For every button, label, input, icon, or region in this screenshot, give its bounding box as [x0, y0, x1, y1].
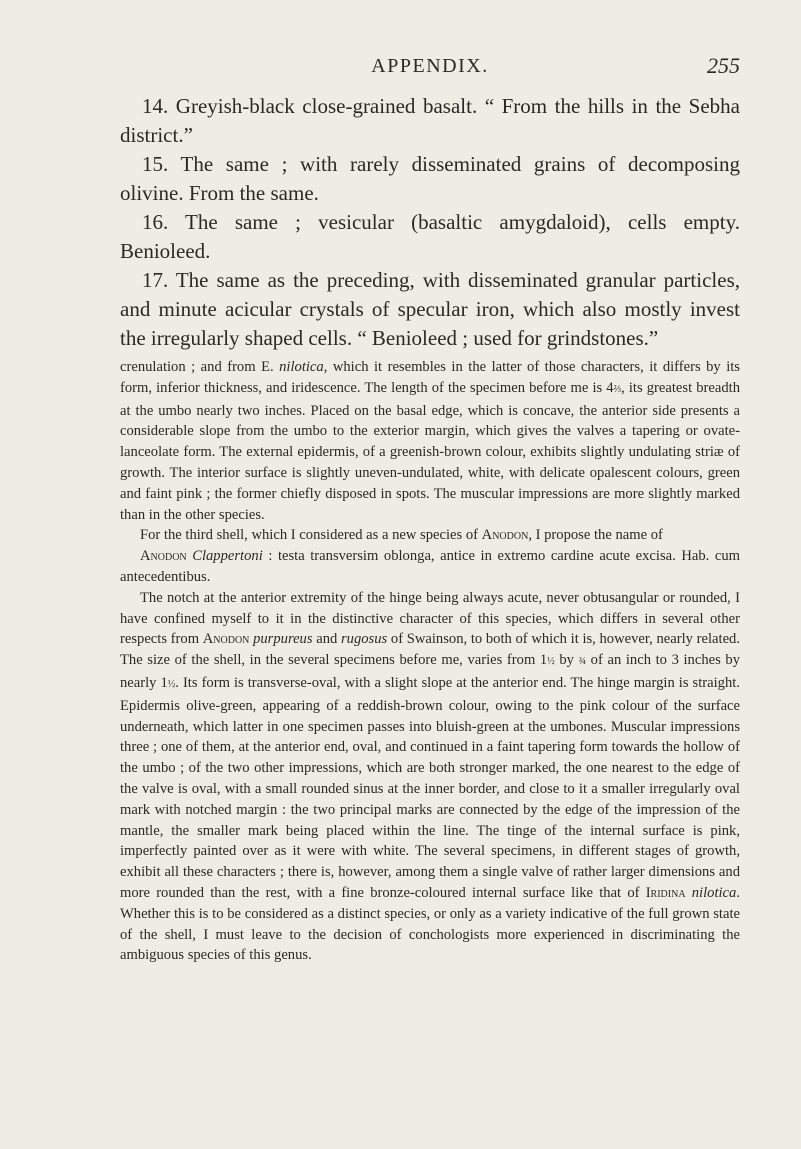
- paragraph-third-shell: For the third shell, which I considered as a new species of Anodon, I propose the name of: [140, 527, 663, 544]
- running-header: [120, 53, 740, 81]
- shell-description: [120, 357, 740, 966]
- specimen-entry-17: 17. The same as the preceding, with disseminated granular particles, and minute acicular crystals of specular iron, which also mostly invest the irregularly shaped cells. “ Benioleed ; used for grindstones.”: [120, 268, 740, 350]
- specimen-entry-15: 15. The same ; with rarely disseminated grains of decomposing olivine. From the same.: [120, 152, 740, 205]
- page-number: 255: [707, 53, 740, 78]
- specimen-list: [120, 92, 740, 353]
- paragraph-crenulation: crenulation ; and from E. nilotica, which it resembles in the latter of those characters, it differs by its form, inferior thickness, and iridescence. The length of the specimen before me is 4⅔, its greatest breadth at the umbo nearly two inches. Placed on the basal edge, which is concave, the anterior side presents a considerable slope from the umbo to the exterior margin, which gives the valves a tapering or ovate-lanceolate form. The external epidermis, of a greenish-brown colour, exhibits slightly undulating striæ of growth. The interior surface is slightly uneven-undulated, white, with delicate opalescent colours, green and faint pink ; the former chiefly disposed in spots. The muscular impressions are more slightly marked than in the other species.: [120, 359, 740, 523]
- specimen-entry-14: 14. Greyish-black close-grained basalt. “ From the hills in the Sebha district.”: [120, 94, 740, 147]
- paragraph-species-diagnosis: Anodon Clappertoni : testa transversim oblonga, antice in extremo cardine acute excisa. Hab. cum antecedentibus.: [120, 548, 740, 585]
- specimen-entry-16: 16. The same ; vesicular (basaltic amygdaloid), cells empty. Benioleed.: [120, 210, 740, 263]
- header-title: APPENDIX.: [371, 55, 489, 77]
- paragraph-notch-description: The notch at the anterior extremity of the hinge being always acute, never obtusangular or rounded, I have confined myself to it in the distinctive character of this species, which differs in several other respects from Anodon purpureus and rugosus of Swainson, to both of which it is, however, nearly related. The size of the shell, in the several specimens before me, varies from 1½ by ¾ of an inch to 3 inches by nearly 1½. Its form is transverse-oval, with a slight slope at the anterior end. The hinge margin is straight. Epidermis olive-green, appearing of a reddish-brown colour, owing to the pink colour of the surface underneath, which latter in one specimen passes into bluish-green at the umbones. Muscular impressions three ; one of them, at the anterior end, oval, and continued in a faint tapering form towards the hollow of the umbo ; of the two other impressions, which are both stronger marked, the one nearest to the edge of the valve is oval, with a small rounded sinus at the inner border, and close to it a smaller irregularly oval mark with notched margin : the two principal marks are connected by the edge of the impression of the mantle, the smaller mark being placed within the line. The tinge of the internal surface is pink, imperfectly painted over as it were with white. The several specimens, in different stages of growth, exhibit all these characters ; there is, however, among them a single valve of rather larger dimensions and more rounded than the rest, with a fine bronze-coloured internal surface like that of Iridina nilotica. Whether this is to be considered as a distinct species, or only as a variety indicative of the full grown state of the shell, I must leave to the decision of conchologists more experienced in discriminating the ambiguous species of this genus.: [120, 589, 740, 964]
